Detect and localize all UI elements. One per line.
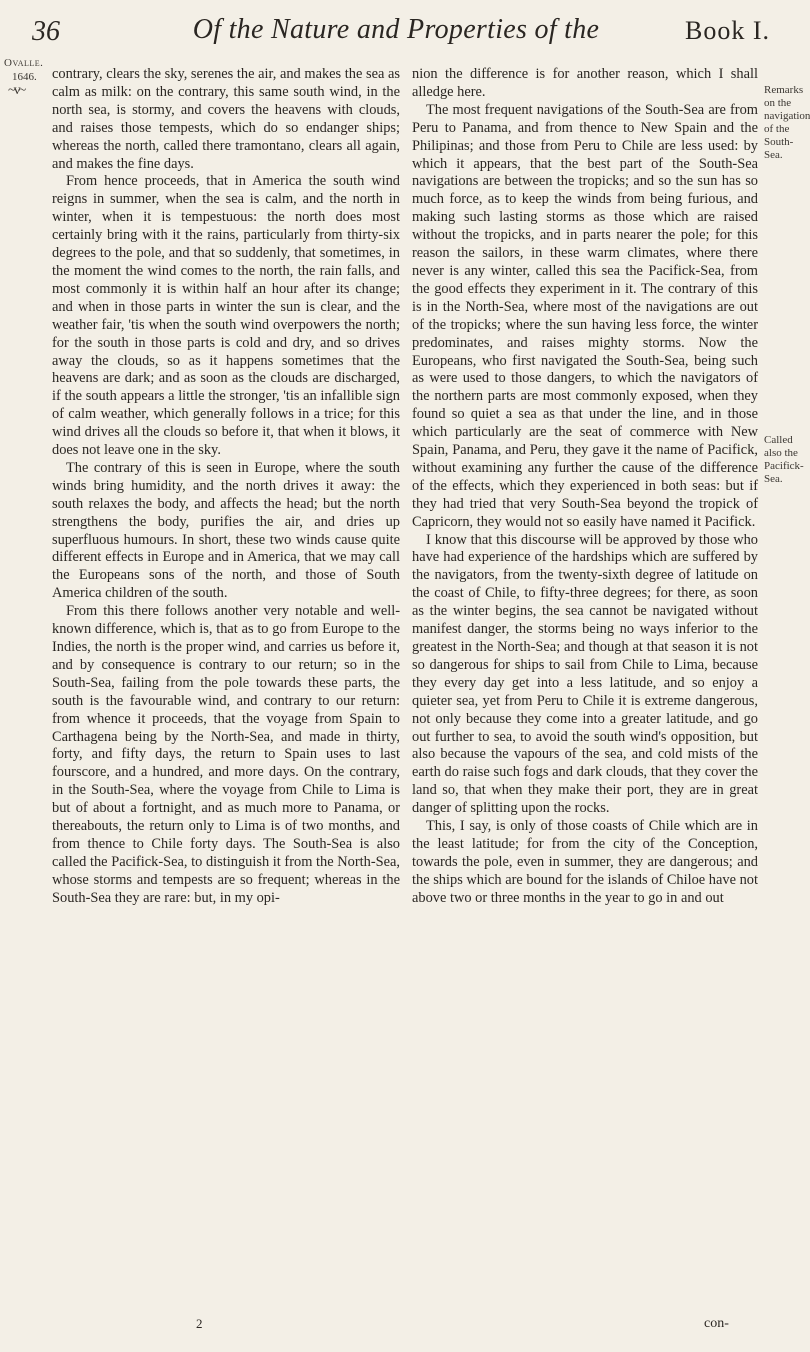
paragraph: From this there follows another very notable and well-known difference, which is, that as to go from Europe to the Indies, the north is the proper wind, and carries us before it, and by consequence is contrary to our return; so in the South-Sea, failing from the pole towards these parts, the south is the favourable wind, and contrary to our return: from whence it proceeds, that the voyage from Spain to Carthagena being by the North-Sea, and made in thirty, forty, and fifty days, the return to Spain uses to last fourscore, and a hundred, and more days. On the contrary, in the South-Sea, where the voyage from Chile to Lima is but of about a fortnight, and as much more to Panama, or thereabouts, the return only to Lima is of two months, and from thence to Chile forty days. The South-Sea is also called the Pacifick-Sea, to distinguish it from the North-Sea, whose storms and tempests are so frequent; whereas in the South-Sea they are rare: but, in my opi- [52,603,400,906]
left-column [52,66,400,908]
paragraph: The most frequent navigations of the South-Sea are from Peru to Panama, and from thence to New Spain and the Philipinas; and those from Peru to Chile are less used: by which it appears, that the best part of the South-Sea navigations are between the tropicks; and so the sun has so much force, as to keep the winds from being furious, and making such lasting storms as those which are raised without the tropicks, and in parts nearer the pole; for this reason the sailors, in these warm climates, where there never is any winter, called this sea the Pacifick-Sea, from the good effects they experiment in it. The contrary of this is in the North-Sea, where most of the navigations are out of the tropicks; where the sun having less force, the winter predominates, and raises mighty storms. Now the Europeans, who first navigated the South-Sea, being such as were used to those dangers, to which the navigators of the northern parts are most commonly exposed, when they found so quiet a sea as that under the line, and in those which particularly are the seat of commerce with New Spain, Panama, and Peru, they gave it the name of Pacifick, without examining any further the cause of the difference of the effects, which they experienced in both seas: but if they had tried that very South-Sea beyond the tropick of Capricorn, they would not so easily have named it Pacifick. [412,101,758,530]
page-header [22,6,770,52]
paragraph: I know that this discourse will be approved by those who have had experience of the hardships which are suffered by the navigators, from the twenty-sixth degree of latitude on the coast of Chile, to fifty-three degrees; for there, as soon as the winter begins, the sea cannot be navigated without manifest danger, the storms being no ways inferior to the greatest in the North-Sea; and though at that season it is not so dangerous for ships to sail from Chile to Lima, because they every day get into a less latitude, and so enjoy a quieter sea, yet from Peru to Chile it is extreme dangerous, not only because they come into a greater latitude, and go out further to sea, to avoid the south wind's opposition, but also because the vapours of the sea, and cold mists of the earth do raise such fogs and dark clouds, that they cover the land so, that when they make their port, they are in great danger of splitting upon the rocks. [412,531,758,817]
page-number: 36 [32,16,60,47]
signature-mark: 2 [196,1316,203,1331]
right-column [412,66,758,908]
margin-year: 1646. [12,71,37,83]
paragraph: The contrary of this is seen in Europe, where the south winds bring humidity, and the north drives it away: the south relaxes the body, and affects the head; but the north strengthens the body, purifies the air, and dries up superfluous humours. In short, these two winds cause quite different effects in Europe and in America, that we may call the Europeans sons of the north, and those of South America children of the south. [52,459,400,602]
paragraph: From hence proceeds, that in America the south wind reigns in summer, when the sea is calm, and the north in winter, when it is tempestuous: the north does most certainly bring with it the rains, particularly from thirty-six degrees to the pole, and that so suddenly, that sometimes, in the moment the wind comes to the north, the rain falls, and most commonly it is within half an hour after its change; and when in those parts in winter the sun is clear, and the weather fair, 'tis when the south wind overpowers the north; for the south in those parts is cold and dry, and so drives away the clouds, so as it happens sometimes that the heavens are dark; and as soon as the clouds are discharged, if the south appears a little the stronger, 'tis an infallible sign of calm weather, which generally follows in a trice; for this wind drives all the clouds so before it, that when it blows, it does not leave one in the sky. [52,173,400,459]
margin-author: Ovalle. [4,57,44,69]
paragraph: nion the difference is for another reason, which I shall alledge here. [412,66,758,100]
running-title: Of the Nature and Properties of the [192,14,600,45]
right-margin-note-remarks: Remarks on the navigation of the South-Sea. [764,84,810,161]
book-label: Book I. [685,16,770,45]
paragraph: This, I say, is only of those coasts of Chile which are in the least latitude; for from the city of the Conception, towards the pole, even in summer, they are dangerous; and the ships which are bound for the islands of Chiloe have not above two or three months in the year to go in and out [412,818,758,906]
margin-flourish: ~v~ [8,83,25,98]
left-margin-note [4,56,50,98]
paragraph: contrary, clears the sky, serenes the air, and makes the sea as calm as milk: on the contrary, this same south wind, in the north sea, is stormy, and covers the heavens with clouds, and raises those tempests, which do so endanger ships; whereas the north, called there tramontano, clears all again, and makes the fine days. [52,66,400,172]
right-margin-note-pacifick: Called also the Pacifick-Sea. [764,434,804,485]
catchword: con- [704,1316,729,1331]
